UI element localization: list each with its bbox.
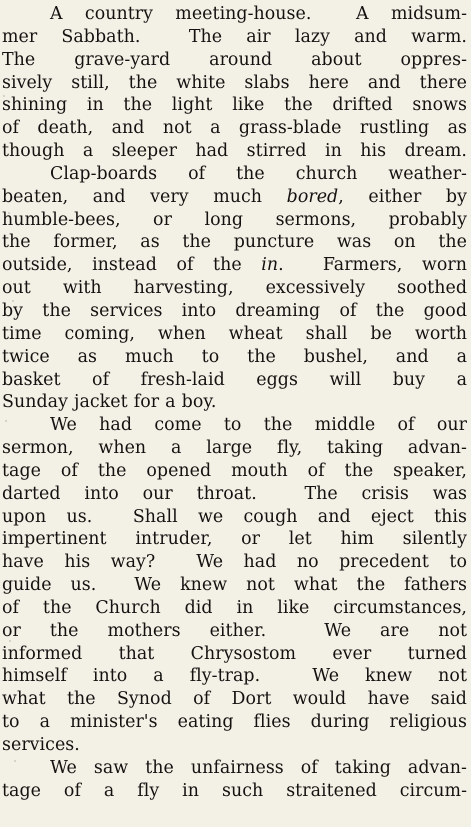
line-text: of the Church did in like circumstances, [2, 597, 467, 618]
article-line [2, 643, 467, 666]
article-line [2, 688, 467, 711]
line-text: tage of the opened mouth of the speaker, [2, 460, 467, 481]
line-text: have his way? We had no precedent to [2, 552, 467, 573]
line-text: A country meeting-house. A midsum- [50, 4, 467, 24]
line-text: himself into a fly-trap. We knew not [2, 666, 467, 687]
line-text: Sunday jacket for a boy. [2, 392, 217, 413]
article-line [24, 3, 467, 26]
line-text: mer Sabbath. The air lazy and warm. [2, 26, 467, 47]
article-line [24, 414, 467, 437]
article-line [2, 254, 467, 277]
line-text: upon us. Shall we cough and eject this [2, 506, 467, 527]
line-text-after: . Farmers, worn [278, 255, 467, 276]
article-line [2, 300, 467, 323]
article-line [2, 26, 467, 49]
line-text: We saw the unfairness of taking advan- [50, 757, 467, 778]
line-text: informed that Chrysostom ever turned [2, 643, 467, 664]
article-line [2, 369, 467, 392]
line-text: by the services into dreaming of the good [2, 300, 467, 321]
line-text: shining in the light like the drifted snows [2, 95, 467, 116]
article-line [2, 506, 467, 529]
line-text: We had come to the middle of our [50, 415, 467, 436]
line-text: beaten, and very much [2, 186, 287, 207]
article-line [2, 277, 467, 300]
print-speck [9, 640, 11, 642]
article-line [2, 140, 467, 163]
line-text: humble-bees, or long sermons, probably [2, 209, 467, 230]
article-line [2, 49, 467, 72]
article-line [2, 597, 467, 620]
article-line [2, 528, 467, 551]
line-text: impertinent intruder, or let him silently [2, 529, 467, 550]
line-text: sively still, the white slabs here and there [2, 72, 467, 93]
line-text: twice as much to the bushel, and a [2, 346, 467, 367]
article-line [2, 391, 467, 414]
line-italic-text: in [261, 255, 279, 276]
article-line [2, 734, 467, 757]
article-line [2, 551, 467, 574]
article-line [2, 72, 467, 95]
article-line [2, 209, 467, 232]
article-line [2, 437, 467, 460]
line-text: time coming, when wheat shall be worth [2, 323, 467, 344]
line-text: services. [2, 735, 80, 755]
article-line [2, 231, 467, 254]
article-line [2, 483, 467, 506]
line-text: or the mothers either. We are not [2, 620, 467, 641]
article-line [2, 620, 467, 643]
article-line [2, 117, 467, 140]
line-text: basket of fresh-laid eggs will buy a [2, 369, 467, 390]
line-italic-text: bored [286, 186, 339, 207]
line-text: darted into our throat. The crisis was [2, 483, 467, 504]
article-line [2, 346, 467, 369]
line-text: though a sleeper had stirred in his dream. [2, 141, 467, 162]
article-line [2, 94, 467, 117]
article-line [2, 711, 467, 734]
line-text: Clap-boards of the church weather- [50, 163, 467, 184]
article-line [2, 323, 467, 346]
line-text: to a minister's eating flies during religious [2, 712, 467, 733]
article-line [2, 460, 467, 483]
print-speck [10, 560, 12, 562]
print-speck [7, 700, 9, 702]
print-speck [8, 212, 10, 214]
line-text: of death, and not a grass-blade rustling as [2, 118, 467, 139]
article-line [2, 186, 467, 209]
print-speck [14, 760, 16, 762]
print-speck [3, 95, 5, 97]
line-text: the former, as the puncture was on the [2, 232, 467, 253]
line-text: out with harvesting, excessively soothed [2, 278, 467, 299]
article-column [2, 3, 467, 803]
article-line [24, 163, 467, 186]
line-text: sermon, when a large fly, taking advan- [2, 438, 467, 459]
line-text: The grave-yard around about oppres- [2, 49, 467, 70]
print-speck [5, 420, 7, 422]
article-line [2, 780, 467, 803]
line-text-after: , either by [338, 186, 467, 207]
line-text: outside, instead of the [2, 255, 262, 276]
line-text: guide us. We knew not what the fathers [2, 575, 467, 596]
article-line [24, 757, 467, 780]
article-line [2, 574, 467, 597]
article-line [2, 665, 467, 688]
print-speck [12, 300, 14, 302]
line-text: what the Synod of Dort would have said [2, 689, 467, 710]
line-text: tage of a fly in such straitened circum- [2, 780, 467, 801]
